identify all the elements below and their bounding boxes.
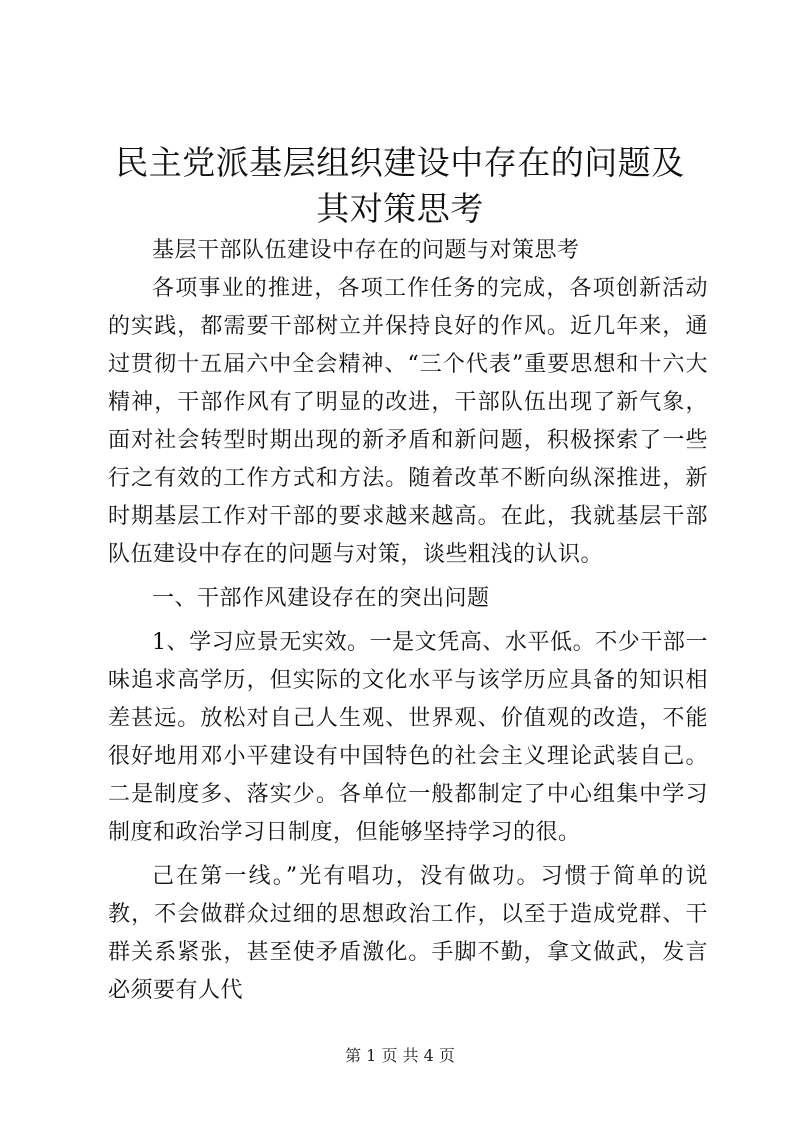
page-number-footer: 第 1 页 共 4 页 bbox=[345, 1046, 455, 1065]
continuation-paragraph: 己在第一线。”光有唱功，没有做功。习惯于简单的说教，不会做群众过细的思想政治工作，以至于造成党群、干群关系紧张，甚至使矛盾激化。手脚不勤，拿文做武，发言必须要有人代 bbox=[108, 864, 708, 1003]
subtitle-paragraph: 基层干部队伍建设中存在的问题与对策思考 bbox=[152, 238, 580, 263]
document-title: 民主党派基层组织建设中存在的问题及其对策思考 bbox=[115, 143, 685, 228]
point-1-paragraph: 1、学习应景无实效。一是文凭高、水平低。不少干部一味追求高学历，但实际的文化水平与该学历应具备的知识相差甚远。放松对自己人生观、世界观、价值观的改造，不能很好地用邓小平建设有中国特色的社会主义理论武装自己。二是制度多、落实少。各单位一般都制定了中心组集中学习制度和政治学习日制度，但能够坚持学习的很。 bbox=[108, 630, 708, 845]
document-body bbox=[108, 232, 708, 1018]
intro-paragraph: 各项事业的推进，各项工作任务的完成，各项创新活动的实践，都需要干部树立并保持良好的作风。近几年来，通过贯彻十五届六中全会精神、“三个代表”重要思想和十六大精神，干部作风有了明显的改进，干部队伍出现了新气象，面对社会转型时期出现的新矛盾和新问题，积极探索了一些行之有效的工作方式和方法。随着改革不断向纵深推进，新时期基层工作对干部的要求越来越高。在此，我就基层干部队伍建设中存在的问题与对策，谈些粗浅的认识。 bbox=[108, 276, 708, 567]
section-heading: 一、干部作风建设存在的突出问题 bbox=[152, 586, 490, 611]
